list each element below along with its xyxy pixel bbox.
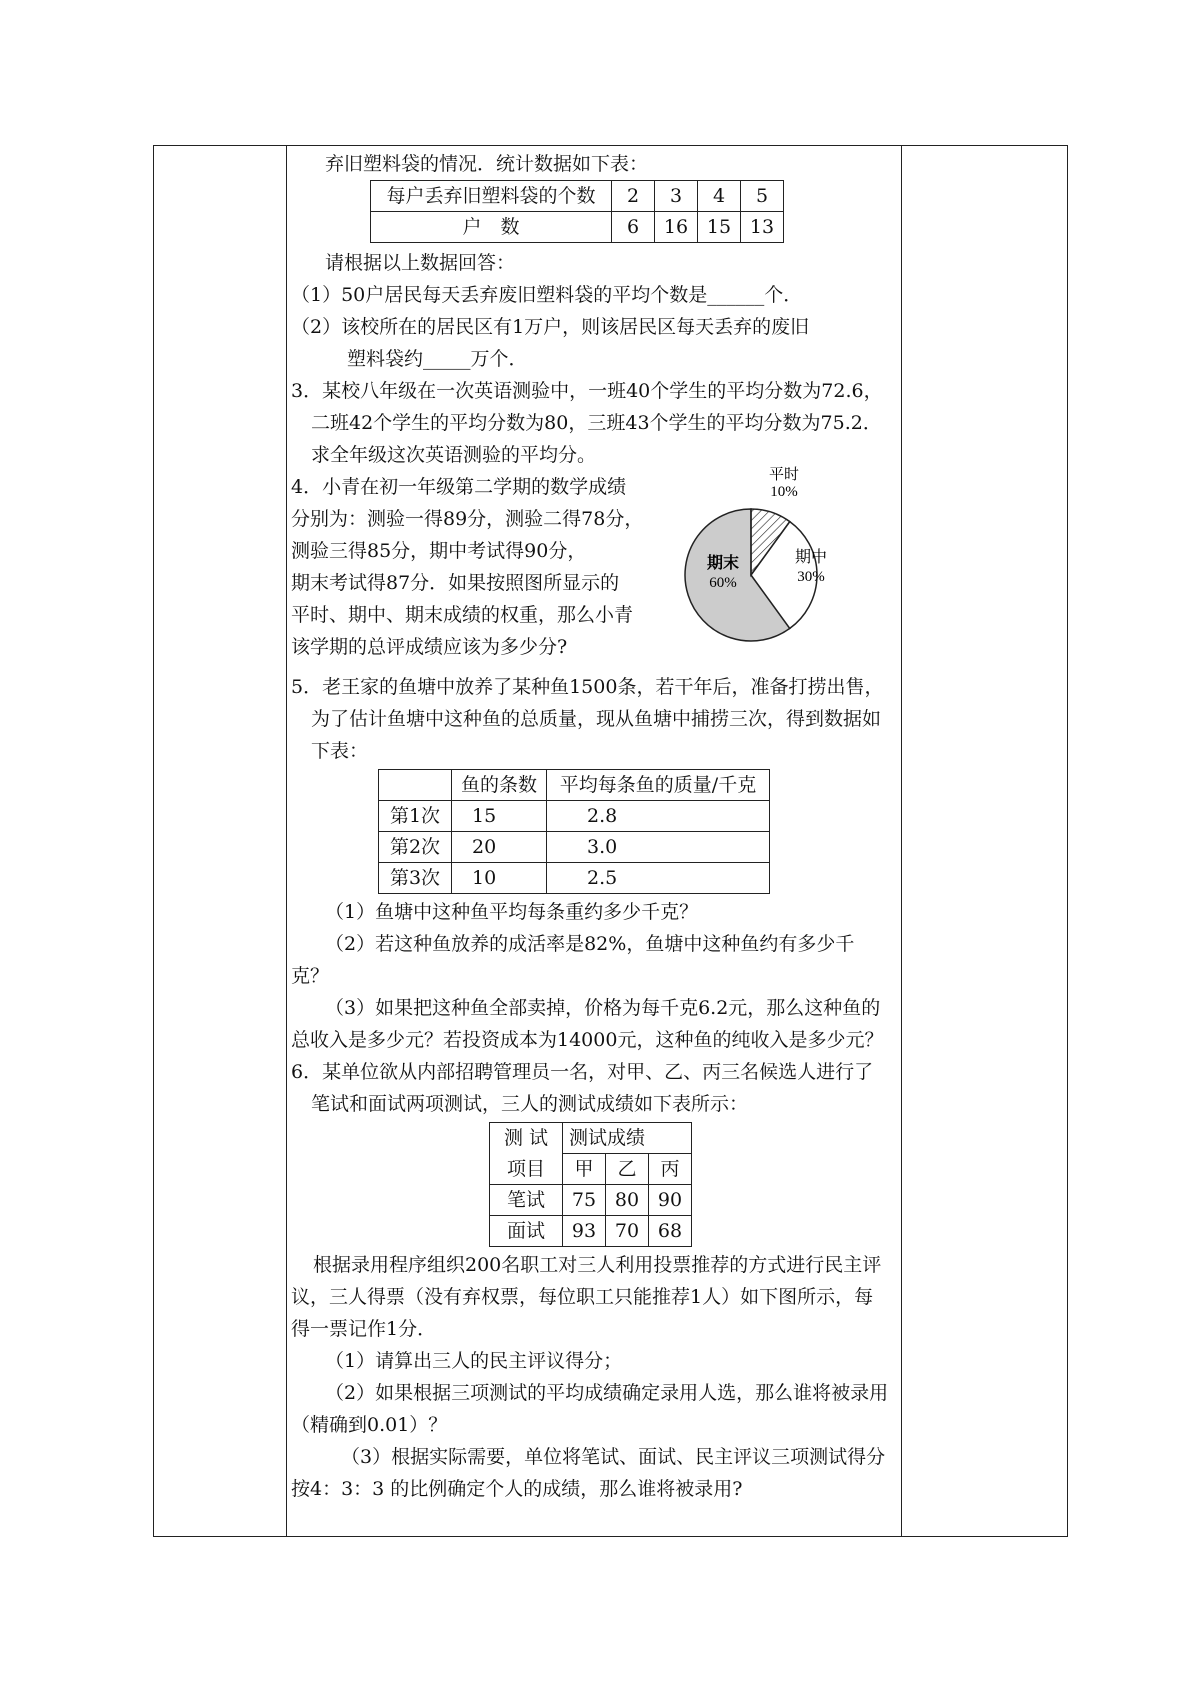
- table-cell: 15: [452, 801, 547, 832]
- table-row: [490, 1123, 692, 1154]
- q4-line: 期末考试得87分．如果按照图所显示的: [291, 572, 620, 594]
- table-cell: 70: [606, 1216, 649, 1247]
- table-row: [490, 1154, 692, 1185]
- q4-line: 测验三得85分，期中考试得90分，: [291, 540, 587, 562]
- q4-line: 分别为：测验一得89分，测验二得78分，: [291, 508, 644, 530]
- table-row: [379, 801, 770, 832]
- table-header-cell: 乙: [606, 1154, 649, 1185]
- table-header-cell: 测试成绩: [563, 1123, 692, 1154]
- table-cell: 10: [452, 863, 547, 894]
- table-row: [379, 770, 770, 801]
- table-cell: 90: [649, 1185, 692, 1216]
- q6-paragraph: 根据录用程序组织200名职工对三人利用投票推荐的方式进行民主评议，三人得票（没有弃权票，每位职工只能推荐1人）如下图所示，每得一票记作1分．: [291, 1254, 882, 1340]
- table-bags: [370, 180, 784, 243]
- q5-sub3: （3）如果把这种鱼全部卖掉，价格为每千克6.2元，那么这种鱼的总收入是多少元？若投资成本为14000元，这种鱼的纯收入是多少元？: [291, 997, 884, 1051]
- table-header-cell: [379, 770, 452, 801]
- table-header-cell: 平均每条鱼的质量/千克: [547, 770, 770, 801]
- table-header-cell: 项目: [490, 1154, 563, 1185]
- table-cell: 第2次: [379, 832, 452, 863]
- table-cell: 2.8: [547, 801, 770, 832]
- main-content: [291, 148, 891, 1505]
- table-cell: 6: [612, 212, 655, 243]
- q6-text: 6．某单位欲从内部招聘管理员一名，对甲、乙、丙三名候选人进行了笔试和面试两项测试，三人的测试成绩如下表所示：: [291, 1061, 874, 1115]
- table-cell: 16: [655, 212, 698, 243]
- table-header-cell: 甲: [563, 1154, 606, 1185]
- table-cell: 13: [741, 212, 784, 243]
- table-cell: 第3次: [379, 863, 452, 894]
- q4-line: 平时、期中、期末成绩的权重，那么小青: [291, 604, 634, 626]
- q2-sub1: （1）50户居民每天丢弃废旧塑料袋的平均个数是______个．: [291, 284, 803, 306]
- table-cell: 3.0: [547, 832, 770, 863]
- table-cell: 5: [741, 181, 784, 212]
- q6-sub1: （1）请算出三人的民主评议得分；: [325, 1350, 623, 1372]
- table-header-cell: 测 试: [490, 1123, 563, 1154]
- table-fish: [378, 769, 770, 894]
- q5-sub1: （1）鱼塘中这种鱼平均每条重约多少千克？: [325, 901, 699, 923]
- q4-line: 该学期的总评成绩应该为多少分?: [291, 636, 568, 658]
- table-cell: 93: [563, 1216, 606, 1247]
- table-row: [490, 1216, 692, 1247]
- q2-sub2-line1: （2）该校所在的居民区有1万户，则该居民区每天丢弃的废旧: [291, 316, 810, 338]
- column-divider-right: [901, 145, 902, 1537]
- pie-label-qimo-pct: 60%: [709, 575, 737, 591]
- q4-line: 4．小青在初一年级第二学期的数学成绩: [291, 476, 627, 498]
- q4-block: [291, 467, 891, 658]
- table-cell: 68: [649, 1216, 692, 1247]
- table-cell: 每户丢弃旧塑料袋的个数: [371, 181, 612, 212]
- column-divider-left: [286, 145, 287, 1537]
- q6-sub3: （3）根据实际需要，单位将笔试、面试、民主评议三项测试得分按4：3：3 的比例确定个人的成绩，那么谁将被录用?: [291, 1446, 886, 1500]
- table-row: [490, 1185, 692, 1216]
- table-cell: 户 数: [371, 212, 612, 243]
- table-cell: 20: [452, 832, 547, 863]
- table-cell: 80: [606, 1185, 649, 1216]
- pie-label-qimo-name: 期末: [706, 555, 740, 572]
- table-header-cell: 鱼的条数: [452, 770, 547, 801]
- table-cell: 2.5: [547, 863, 770, 894]
- q3-text: 3．某校八年级在一次英语测验中，一班40个学生的平均分数为72.6，二班42个学生的平均分数为80，三班43个学生的平均分数为75.2．求全年级这次英语测验的平均分。: [291, 380, 883, 466]
- table-cell: 2: [612, 181, 655, 212]
- table-cell: 3: [655, 181, 698, 212]
- table-cell: 4: [698, 181, 741, 212]
- table-tests: [489, 1122, 692, 1247]
- table-cell: 75: [563, 1185, 606, 1216]
- pie-label-qizhong-name: 期中: [794, 549, 828, 566]
- table-cell: 15: [698, 212, 741, 243]
- table-cell: 面试: [490, 1216, 563, 1247]
- pie-label-qizhong-pct: 30%: [797, 569, 825, 585]
- pie-label-pingshi-pct: 10%: [770, 484, 798, 500]
- q5-sub2: （2）若这种鱼放养的成活率是82%，鱼塘中这种鱼约有多少千克？: [291, 933, 855, 987]
- table-row: [371, 181, 784, 212]
- table-row: [379, 863, 770, 894]
- table-cell: 第1次: [379, 801, 452, 832]
- table-cell: 笔试: [490, 1185, 563, 1216]
- q4-text: [291, 471, 671, 663]
- q5-text: 5．老王家的鱼塘中放养了某种鱼1500条，若干年后，准备打捞出售，为了估计鱼塘中这种鱼的总质量，现从鱼塘中捕捞三次，得到数据如下表：: [291, 676, 884, 762]
- table-header-cell: 丙: [649, 1154, 692, 1185]
- table-row: [379, 832, 770, 863]
- pie-label-pingshi-name: 平时: [768, 467, 800, 483]
- q6-sub2: （2）如果根据三项测试的平均成绩确定录用人选，那么谁将被录用（精确到0.01）？: [291, 1382, 889, 1436]
- table-row: [371, 212, 784, 243]
- q2-prompt: 请根据以上数据回答：: [325, 252, 516, 274]
- q2-intro: 弃旧塑料袋的情况．统计数据如下表：: [325, 153, 649, 175]
- q2-sub2-line2: 塑料袋约_____万个．: [347, 348, 528, 370]
- weight-pie-chart: [681, 463, 861, 663]
